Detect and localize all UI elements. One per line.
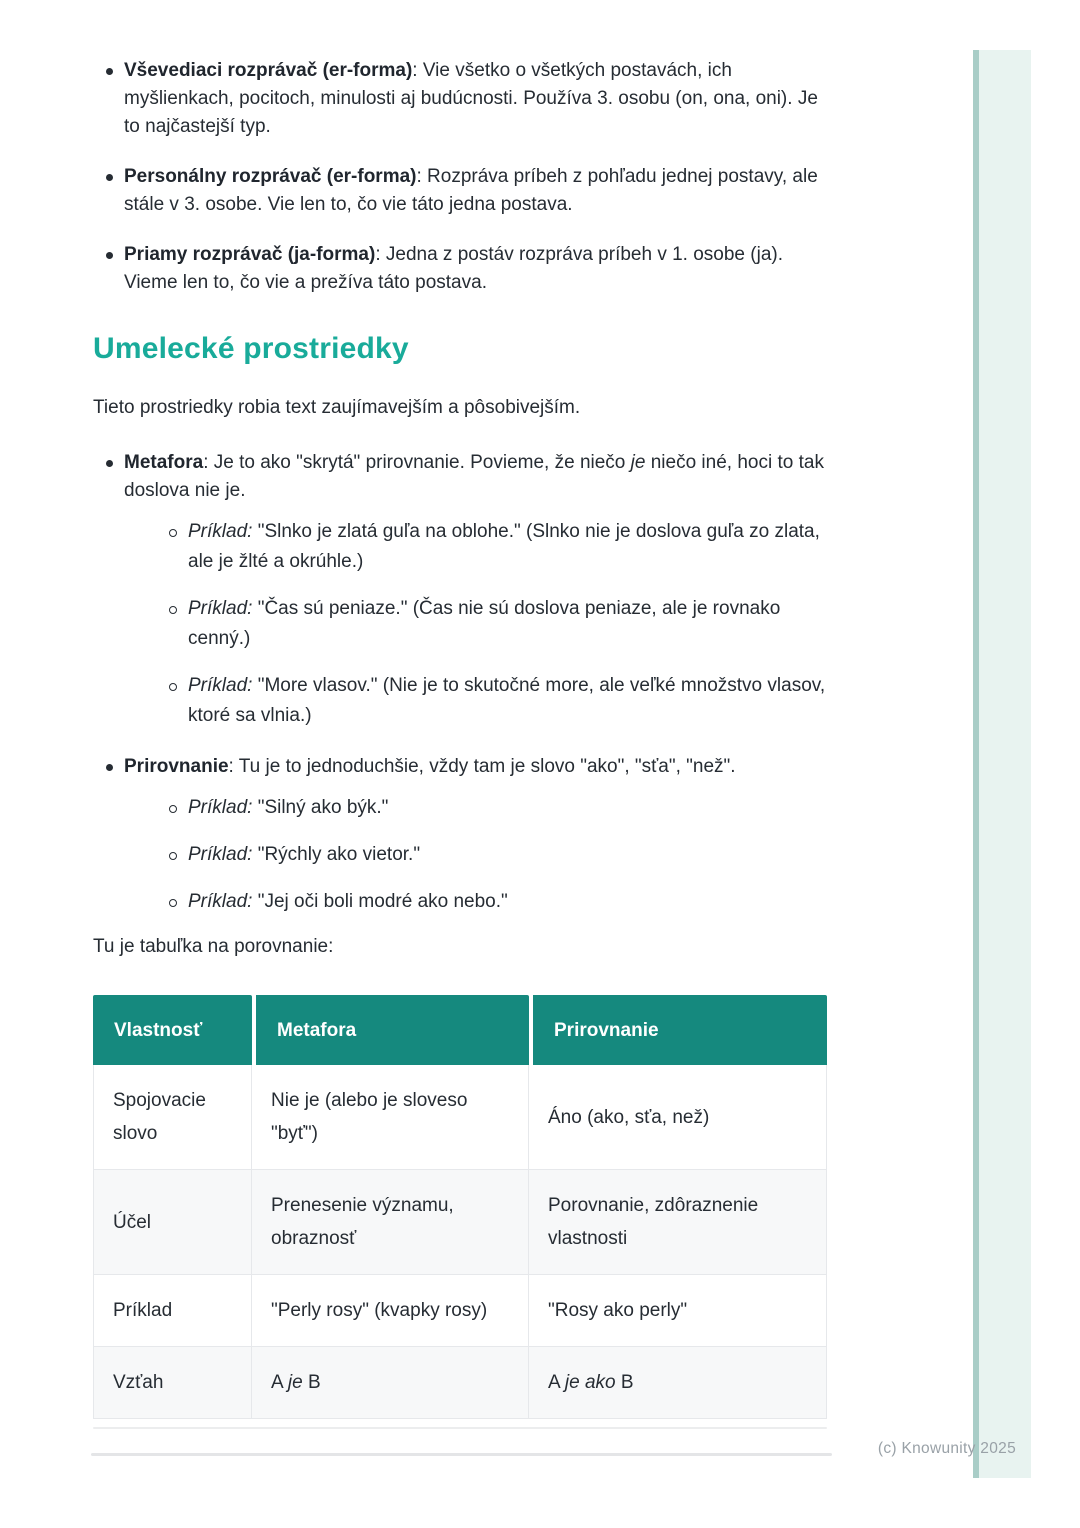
divider bbox=[91, 1453, 832, 1456]
cell-text-italic: je ako bbox=[564, 1372, 616, 1393]
table-row bbox=[93, 1347, 827, 1419]
example-text: "More vlasov." (Nie je to skutočné more, ale veľké množstvo vlasov, ktoré sa vlnia.) bbox=[188, 675, 826, 726]
bullet-lead: Prirovnanie bbox=[124, 756, 229, 777]
table-cell bbox=[252, 1347, 529, 1419]
table-header-cell-metafora: Metafora bbox=[252, 995, 529, 1065]
table-header-cell-prirovnanie: Prirovnanie bbox=[529, 995, 827, 1065]
list-item-prirovnanie bbox=[93, 753, 830, 917]
table-header-cell-vlastnost: Vlastnosť bbox=[93, 995, 252, 1065]
example-text: "Rýchly ako vietor." bbox=[252, 844, 421, 865]
table-cell: Áno (ako, sťa, než) bbox=[529, 1065, 827, 1170]
page-accent-strip bbox=[973, 50, 1031, 1478]
page-content bbox=[93, 0, 830, 1429]
example-label: Príklad: bbox=[188, 675, 253, 696]
table-cell: Príklad bbox=[93, 1275, 252, 1347]
table-cell: Spojovacie slovo bbox=[93, 1065, 252, 1170]
list-item-priamy bbox=[93, 241, 830, 297]
table-cell: Prenesenie významu, obraznosť bbox=[252, 1170, 529, 1275]
table-cell: Účel bbox=[93, 1170, 252, 1275]
table-cell: "Rosy ako perly" bbox=[529, 1275, 827, 1347]
cell-text: B bbox=[302, 1372, 321, 1393]
example-label: Príklad: bbox=[188, 891, 253, 912]
bullet-lead: Vševediaci rozprávač (er-forma) bbox=[124, 60, 413, 81]
bullet-lead: Personálny rozprávač (er-forma) bbox=[124, 166, 417, 187]
bullet-text-italic: je bbox=[630, 452, 646, 473]
example-item bbox=[157, 671, 830, 731]
metafora-example-list bbox=[157, 517, 830, 731]
cell-text: A bbox=[548, 1372, 565, 1393]
example-label: Príklad: bbox=[188, 844, 253, 865]
cell-text-italic: je bbox=[287, 1372, 303, 1393]
example-label: Príklad: bbox=[188, 598, 253, 619]
example-item bbox=[157, 887, 830, 917]
bullet-text: : Tu je to jednoduchšie, vždy tam je slovo "ako", "sťa", "než". bbox=[228, 756, 736, 777]
example-label: Príklad: bbox=[188, 521, 253, 542]
list-item-personalny bbox=[93, 163, 830, 219]
example-label: Príklad: bbox=[188, 797, 253, 818]
table-row bbox=[93, 1170, 827, 1275]
section-intro: Tieto prostriedky robia text zaujímavejším a pôsobivejším. bbox=[93, 397, 581, 418]
bullet-text: : Rozpráva príbeh z pohľadu jednej postavy, ale stále v 3. osobe. Vie len to, čo vie táto jedna postava. bbox=[124, 166, 818, 215]
bullet-text: niečo iné, hoci to tak doslova nie je. bbox=[124, 452, 824, 501]
table-intro: Tu je tabuľka na porovnanie: bbox=[93, 936, 334, 957]
example-text: "Jej oči boli modré ako nebo." bbox=[252, 891, 508, 912]
divider bbox=[93, 1427, 827, 1429]
list-item-metafora bbox=[93, 449, 830, 731]
table-cell: Vzťah bbox=[93, 1347, 252, 1419]
bullet-text: : Vie všetko o všetkých postavách, ich myšlienkach, pocitoch, minulosti aj budúcnosti. Používa 3. osobu (on, ona, oni). Je to najčastejší typ. bbox=[124, 60, 818, 137]
table-row bbox=[93, 1065, 827, 1170]
bullet-lead: Priamy rozprávač (ja-forma) bbox=[124, 244, 376, 265]
bullet-text: : Je to ako "skrytá" prirovnanie. Povieme, že niečo bbox=[203, 452, 631, 473]
copyright-note: (c) Knowunity 2025 bbox=[877, 1440, 1016, 1457]
bullet-text: : Jedna z postáv rozpráva príbeh v 1. osobe (ja). Vieme len to, čo vie a prežíva táto postava. bbox=[124, 244, 783, 293]
table-cell: Nie je (alebo je sloveso "byť") bbox=[252, 1065, 529, 1170]
example-text: "Silný ako býk." bbox=[252, 797, 389, 818]
example-item bbox=[157, 594, 830, 654]
comparison-table bbox=[93, 995, 827, 1419]
list-item-vsevediaci bbox=[93, 57, 830, 141]
cell-text: B bbox=[615, 1372, 634, 1393]
table-cell: "Perly rosy" (kvapky rosy) bbox=[252, 1275, 529, 1347]
section-heading: Umelecké prostriedky bbox=[93, 332, 409, 365]
bullet-lead: Metafora bbox=[124, 452, 204, 473]
prirovnanie-example-list bbox=[157, 793, 830, 917]
cell-text: A bbox=[271, 1372, 288, 1393]
devices-list bbox=[93, 449, 830, 917]
example-text: "Slnko je zlatá guľa na oblohe." (Slnko nie je doslova guľa zo zlata, ale je žlté a okrúhle.) bbox=[188, 521, 820, 572]
example-item bbox=[157, 793, 830, 823]
narrator-list bbox=[93, 57, 830, 297]
example-item bbox=[157, 840, 830, 870]
table-cell bbox=[529, 1347, 827, 1419]
example-item bbox=[157, 517, 830, 577]
table-row bbox=[93, 1275, 827, 1347]
example-text: "Čas sú peniaze." (Čas nie sú doslova peniaze, ale je rovnako cenný.) bbox=[188, 598, 781, 649]
table-cell: Porovnanie, zdôraznenie vlastnosti bbox=[529, 1170, 827, 1275]
table-header-row bbox=[93, 995, 827, 1065]
